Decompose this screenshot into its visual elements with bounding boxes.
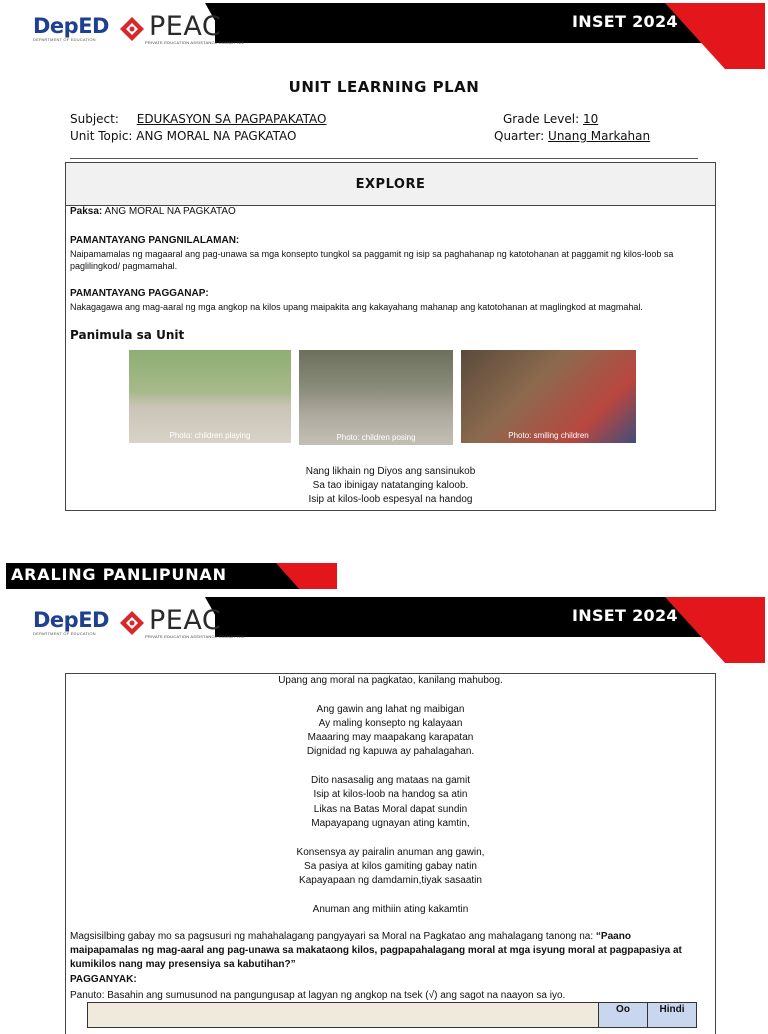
pagganyak-heading: PAGGANYAK: [70,974,137,985]
pagganap-heading: PAMANTAYANG PAGGANAP: [70,288,209,299]
quarter-row [494,129,650,143]
poem-line: Ang gawin ang lahat ng maibigan [316,703,465,715]
subject-value: EDUKASYON SA PAGPAPAKATAO [136,112,327,126]
explore-section [65,162,716,511]
deped-peac-logos-2 [33,607,245,639]
poem-part-1 [66,465,715,507]
pagganap-text: Nakagagawa ang mag-aaral ng mga angkop na kilos upang maipakita ang kakayahang mahanap ang katotohanan at maglingkod at magmahal. [70,302,643,312]
quarter-label: Quarter: [494,129,545,143]
paksa-label: Paksa: [70,206,103,217]
quarter-value: Unang Markahan [548,129,651,143]
poem-line: Anuman ang mithiin ating kakamtin [312,903,469,915]
poem-line: Sa tao ibinigay natatanging kaloob. [312,480,469,491]
poem-line: Likas na Batas Moral dapat sundin [313,803,468,815]
poem-line: Isip at kilos-loob espesyal na handog [308,494,473,505]
grade-value: 10 [582,112,599,126]
poem-line [66,831,715,845]
deped-peac-logos-1 [33,13,245,45]
pangnilalaman-text: Naipamamalas ng magaaral ang pag-unawa sa mga konsepto tungkol sa paggamit ng isip sa paghahanap ng katotohanan at paggamit ng kilos-loob sa paglilingkod/ pagmamahal. [70,249,674,271]
hindi-header: Hindi [648,1003,697,1028]
grade-row [503,112,598,126]
inset-badge-1: INSET 2024 [572,12,678,31]
poem-line: Konsensya ay pairalin anuman ang gawin, [296,846,485,858]
subject-label: Subject: [70,112,119,126]
continuation-section [65,673,716,1034]
poem-line: Sa pasiya at kilos gamiting gabay natin [304,860,477,872]
poem-line: Mapayapang ugnayan ating kamtin, [311,817,470,829]
peac-logo: PEAC PRIVATE EDUCATION ASSISTANCE COMMITTEE [144,605,245,639]
topic-row [70,129,297,143]
guide-intro: Magsisilbing gabay mo sa pagsusuri ng mahahalagang pangyayari sa Moral na Pagkatao ang mahalagang tanong na: [70,931,596,942]
poem-line: Upang ang moral na pagkatao, kanilang mahubog. [278,675,503,686]
peac-mark-icon [119,610,145,636]
explore-heading: EXPLORE [66,163,715,206]
peac-mark-icon [119,16,145,42]
deped-logo: DepED DEPARTMENT OF EDUCATION [33,608,109,636]
poem-line: Isip at kilos-loob na handog sa atin [313,789,468,801]
poem-line: Ay maling konsepto ng kalayaan [318,717,463,729]
guide-paragraph [70,930,702,972]
poem-line [66,688,715,702]
poem-line: Maaaring may maapakang karapatan [307,732,474,744]
oo-header: Oo [599,1003,648,1028]
divider [70,158,698,159]
pagganyak-table [87,1002,697,1028]
inset-badge-2: INSET 2024 [572,606,678,625]
subject-row [70,112,327,126]
deped-logo: DepED DEPARTMENT OF EDUCATION [33,14,109,42]
poem-line: Kapayapaan ng damdamin,tiyak sasaatin [299,875,482,887]
topic-label: Unit Topic: [70,129,133,143]
unit-photo-1: Photo: children playing [129,350,291,443]
poem-line [66,888,715,902]
peac-logo: PEAC PRIVATE EDUCATION ASSISTANCE COMMITTEE [144,11,245,45]
grade-label: Grade Level: [503,112,580,126]
poem-line [66,760,715,774]
poem-line: Dignidad ng kapuwa ay pahalagahan. [306,746,475,758]
guide-question: “Paano maipapamalas ng mag-aaral ang pag-unawa sa makataong kilos, pagpapahalagang moral at mga isyung moral at pagpapasiya at kumikilos nang may presensiya sa kabutihan?” [70,931,682,970]
unit-photo-3: Photo: smiling children [461,350,636,443]
page-title: UNIT LEARNING PLAN [288,78,480,96]
pangnilalaman-heading: PAMANTAYANG PANGNILALAMAN: [70,235,240,246]
paksa-value: ANG MORAL NA PAGKATAO [104,206,236,217]
poem-part-2 [66,674,715,917]
poem-line: Dito nasasalig ang mataas na gamit [311,775,470,787]
panimula-heading: Panimula sa Unit [70,328,185,342]
paksa-row [70,205,236,218]
poem-line: Nang likhain ng Diyos ang sansinukob [305,466,476,477]
unit-photo-2: Photo: children posing [299,350,453,445]
panuto-text: Panuto: Basahin ang sumusunod na pangungusap at lagyan ng angkop na tsek (√) ang sagot na naayon sa iyo. [70,990,566,1001]
topic-value: ANG MORAL NA PAGKATAO [136,129,297,143]
subject-banner-text: ARALING PANLIPUNAN [11,565,227,584]
